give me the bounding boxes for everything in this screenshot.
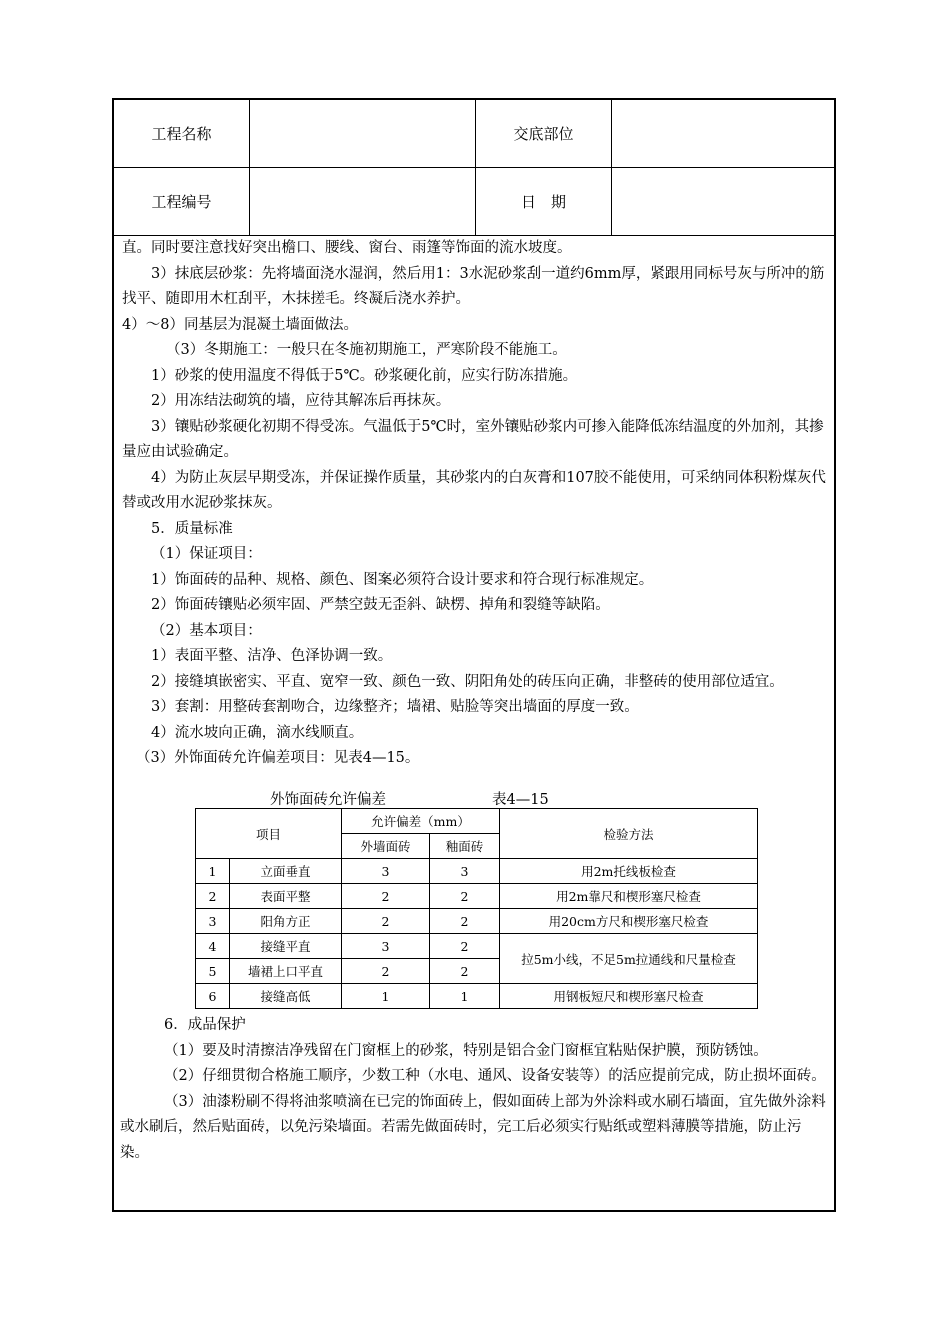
paragraph: 2）用冻结法砌筑的墙，应待其解冻后再抹灰。 <box>151 393 451 409</box>
section-heading: 5．质量标准 <box>151 520 233 537</box>
handover-part-label: 交底部位 <box>476 100 612 167</box>
date-value[interactable] <box>612 168 834 235</box>
row-method: 用钢板短尺和楔形塞尺检查 <box>500 984 758 1009</box>
table-row <box>196 884 758 909</box>
project-name-value[interactable] <box>250 100 476 167</box>
row-item: 接缝高低 <box>230 984 342 1009</box>
paragraph: 1）砂浆的使用温度不得低于5℃。砂浆硬化前，应实行防冻措施。 <box>151 367 578 384</box>
row-method: 用20cm方尺和楔形塞尺检查 <box>500 909 758 934</box>
paragraph: 3）抹底层砂浆：先将墙面浇水湿润，然后用1：3水泥砂浆刮一道约6mm厚，紧跟用同标号灰与所冲的筋找平、随即用木杠刮平，木抹搓毛。终凝后浇水养护。 <box>122 265 825 307</box>
table-title: 外饰面砖允许偏差 <box>270 792 386 808</box>
row-exterior: 1 <box>342 984 430 1009</box>
body-text <box>122 236 832 772</box>
row-exterior: 2 <box>342 884 430 909</box>
row-no: 6 <box>196 984 230 1009</box>
paragraph: （1）保证项目： <box>151 546 262 562</box>
row-no: 3 <box>196 909 230 934</box>
col-allowed-header: 允许偏差（mm） <box>342 809 500 834</box>
paragraph: 4）～8）同基层为混凝土墙面做法。 <box>122 316 358 333</box>
paragraph: 4）流水坡向正确，滴水线顺直。 <box>151 724 364 741</box>
paragraph: （2）基本项目： <box>151 622 262 639</box>
paragraph: 3）镶贴砂浆硬化初期不得受冻。气温低于5℃时，室外镶贴砂浆内可掺入能降低冻结温度的外加剂，其掺量应由试验确定。 <box>122 418 824 460</box>
row-exterior: 2 <box>342 959 430 984</box>
paragraph: （3）冬期施工：一般只在冬施初期施工，严寒阶段不能施工。 <box>166 342 567 358</box>
row-no: 1 <box>196 859 230 884</box>
paragraph: （2）仔细贯彻合格施工顺序，少数工种（水电、通风、设备安装等）的活应提前完成，防止损坏面砖。 <box>164 1068 826 1084</box>
table-caption <box>150 788 650 808</box>
row-exterior: 2 <box>342 909 430 934</box>
row-item: 立面垂直 <box>230 859 342 884</box>
table-row <box>196 909 758 934</box>
paragraph: （3）外饰面砖允许偏差项目：见表4—15。 <box>136 750 420 766</box>
paragraph: 3）套割：用整砖套割吻合，边缘整齐；墙裙、贴脸等突出墙面的厚度一致。 <box>151 699 639 715</box>
paragraph: （3）油漆粉刷不得将油浆喷滴在已完的饰面砖上，假如面砖上部为外涂料或水刷石墙面，宜先做外涂料或水刷后，然后贴面砖，以免污染墙面。若需先做面砖时，完工后必须实行贴纸或塑料薄膜等措施，防止污染。 <box>120 1093 826 1161</box>
row-glazed: 2 <box>430 934 500 959</box>
paragraph: 4）为防止灰层早期受冻，并保证操作质量，其砂浆内的白灰膏和107胶不能使用，可采纳同体积粉煤灰代替或改用水泥砂浆抹灰。 <box>122 469 826 511</box>
project-code-value[interactable] <box>250 168 476 235</box>
section-heading: 6．成品保护 <box>164 1017 246 1033</box>
row-exterior: 3 <box>342 859 430 884</box>
handover-part-value[interactable] <box>612 100 834 167</box>
row-no: 5 <box>196 959 230 984</box>
header-row-2 <box>114 168 834 236</box>
paragraph: 1）饰面砖的品种、规格、颜色、图案必须符合设计要求和符合现行标准规定。 <box>151 571 654 588</box>
deviation-table <box>195 808 758 1009</box>
col-glazed-header: 釉面砖 <box>430 834 500 859</box>
project-name-label: 工程名称 <box>114 100 250 167</box>
row-exterior: 3 <box>342 934 430 959</box>
row-method: 用2m托线板检查 <box>500 859 758 884</box>
date-label: 日 期 <box>476 168 612 235</box>
row-item: 接缝平直 <box>230 934 342 959</box>
paragraph: 2）接缝填嵌密实、平直、宽窄一致、颜色一致、阴阳角处的砖压向正确，非整砖的使用部位适宜。 <box>151 673 784 690</box>
row-glazed: 2 <box>430 884 500 909</box>
table-row <box>196 934 758 959</box>
row-glazed: 2 <box>430 909 500 934</box>
col-item-header: 项目 <box>196 809 342 859</box>
header-row-1 <box>114 100 834 168</box>
paragraph: 2）饰面砖镶贴必须牢固、严禁空鼓无歪斜、缺楞、掉角和裂缝等缺陷。 <box>151 597 610 613</box>
col-method-header: 检验方法 <box>500 809 758 859</box>
project-code-label: 工程编号 <box>114 168 250 235</box>
col-exterior-header: 外墙面砖 <box>342 834 430 859</box>
row-method: 用2m靠尺和楔形塞尺检查 <box>500 884 758 909</box>
row-no: 2 <box>196 884 230 909</box>
paragraph: 直。同时要注意找好突出檐口、腰线、窗台、雨篷等饰面的流水坡度。 <box>122 240 572 256</box>
row-item: 阳角方正 <box>230 909 342 934</box>
row-no: 4 <box>196 934 230 959</box>
row-glazed: 3 <box>430 859 500 884</box>
table-row <box>196 859 758 884</box>
row-method: 拉5m小线，不足5m拉通线和尺量检查 <box>500 934 758 984</box>
row-item: 墙裙上口平直 <box>230 959 342 984</box>
paragraph: 1）表面平整、洁净、色泽协调一致。 <box>151 648 393 664</box>
table-row <box>196 984 758 1009</box>
row-item: 表面平整 <box>230 884 342 909</box>
row-glazed: 2 <box>430 959 500 984</box>
table-number: 表4—15 <box>492 792 549 808</box>
body-text-after-table <box>120 1013 830 1166</box>
row-glazed: 1 <box>430 984 500 1009</box>
paragraph: （1）要及时清擦洁净残留在门窗框上的砂浆，特别是铝合金门窗框宜粘贴保护膜，预防锈蚀。 <box>164 1042 768 1059</box>
